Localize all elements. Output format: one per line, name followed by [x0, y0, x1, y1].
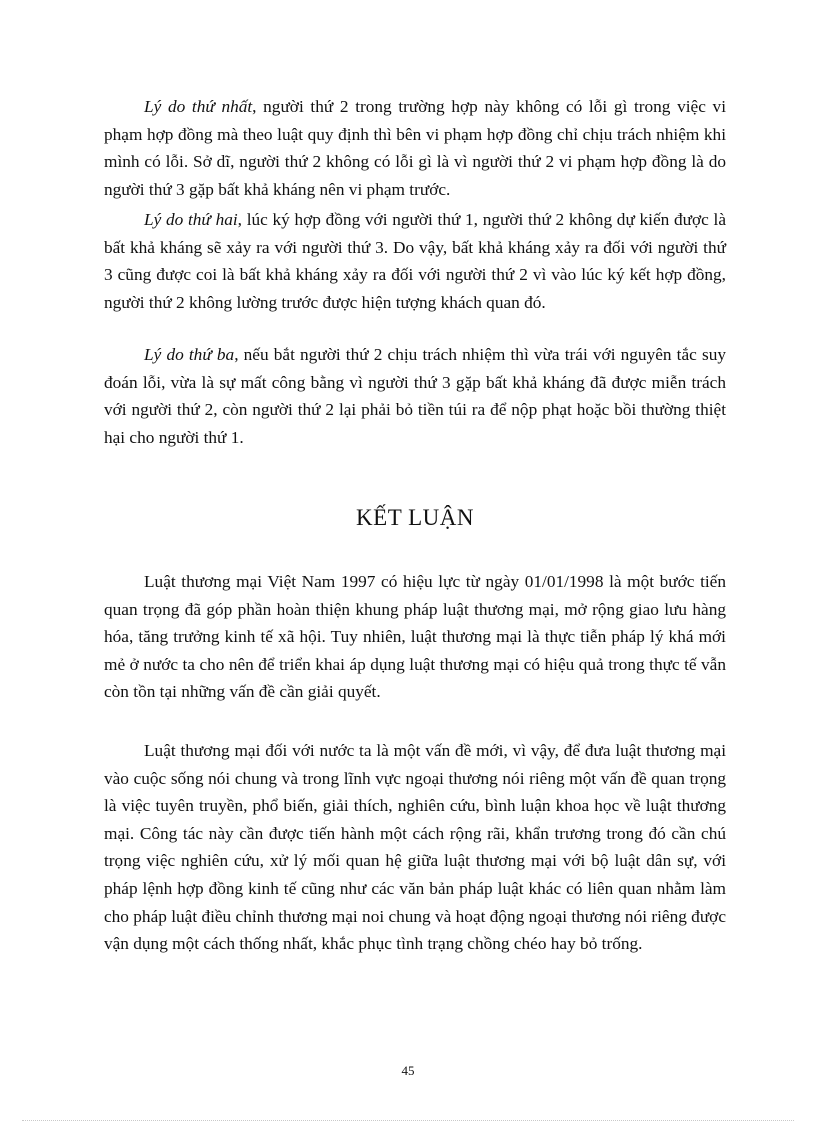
paragraph-text: , người thứ 2 trong trường hợp này không có lỗi gì trong việc vi phạm hợp đồng mà theo luật quy định thì bên vi phạm hợp đồng chỉ chịu trách nhiệm khi mình có lỗi. Sở dĩ, người thứ 2 không có lỗi gì là vì người thứ 2 vi phạm hợp đồng là do người thứ 3 gặp bất khả kháng nên vi phạm trước.	[104, 97, 726, 199]
section-heading: KẾT LUẬN	[356, 505, 474, 530]
paragraph-lead: Lý do thứ nhất	[144, 97, 253, 116]
paragraph-text: , lúc ký hợp đồng với người thứ 1, người thứ 2 không dự kiến được là bất khả kháng sẽ xảy ra với người thứ 3. Do vậy, bất khả kháng xảy ra đối với người thứ 3 cũng được coi là bất khả kháng xảy ra đối với người thứ 2 vì vào lúc ký kết hợp đồng, người thứ 2 không lường trước được hiện tượng khách quan đó.	[104, 210, 726, 312]
paragraph-lead: Lý do thứ ba	[144, 345, 235, 364]
paragraph-text: , nếu bắt người thứ 2 chịu trách nhiệm thì vừa trái với nguyên tắc suy đoán lỗi, vừa là sự mất công bằng vì người thứ 3 gặp bất khả kháng đã được miễn trách với người thứ 2, còn người thứ 2 lại phải bỏ tiền túi ra để nộp phạt hoặc bồi thường thiệt hại cho người thứ 1.	[104, 345, 726, 447]
conclusion-paragraph-1: Luật thương mại Việt Nam 1997 có hiệu lực từ ngày 01/01/1998 là một bước tiến quan trọng đã góp phần hoàn thiện khung pháp luật thương mại, mở rộng giao lưu hàng hóa, tăng trưởng kinh tế xã hội. Tuy nhiên, luật thương mại là thực tiễn pháp lý khá mới mẻ ở nước ta cho nên để triển khai áp dụng luật thương mại có hiệu quả trong thực tế vẫn còn tồn tại những vấn đề cần giải quyết.	[104, 572, 726, 702]
conclusion-paragraph-2: Luật thương mại đối với nước ta là một vấn đề mới, vì vậy, để đưa luật thương mại vào cuộc sống nói chung và trong lĩnh vực ngoại thương nói riêng một vấn đề quan trọng là việc tuyên truyền, phổ biến, giải thích, nghiên cứu, bình luận khoa học về luật thương mại. Công tác này cần được tiến hành một cách rộng rãi, khẩn trương trong đó cần chú trọng việc nghiên cứu, xử lý mối quan hệ giữa luật thương mại với bộ luật dân sự, với pháp lệnh hợp đồng kinh tế cũng như các văn bản pháp luật khác có liên quan nhằm làm cho pháp luật điều chỉnh thương mại noi chung và hoạt động ngoại thương nói riêng được vận dụng một cách thống nhất, khắc phục tình trạng chồng chéo hay bỏ trống.	[104, 741, 726, 954]
paragraph-reason-3	[104, 341, 726, 451]
paragraph-reason-1	[104, 93, 726, 203]
page-bottom-divider	[22, 1120, 794, 1121]
page-number: 45	[401, 1063, 415, 1078]
paragraph-lead: Lý do thứ hai	[144, 210, 238, 229]
paragraph-reason-2	[104, 206, 726, 316]
